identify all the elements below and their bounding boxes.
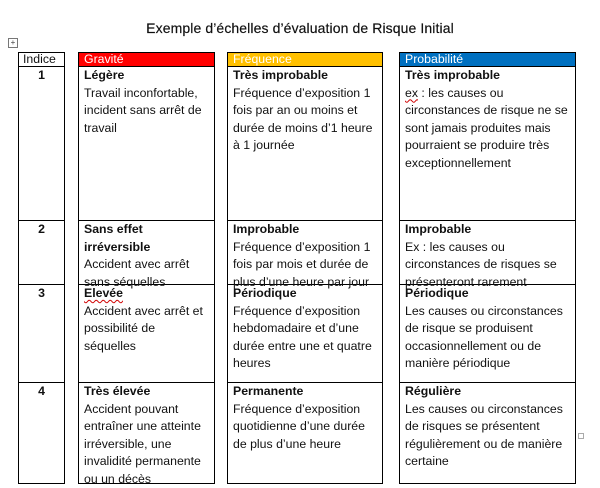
gravite-level-2: Sans effet irréversible: [84, 221, 210, 256]
gravite-desc-1: Travail inconfortable, incident sans arrêt de travail: [84, 85, 210, 138]
frequence-desc-2: Fréquence d’exposition 1 fois par mois et durée de plus d’une heure par jour: [233, 239, 378, 292]
frequence-cell-1: [227, 67, 383, 221]
gravite-level-4: Très élevée: [84, 383, 210, 401]
indice-cell-1: 1: [18, 67, 65, 221]
gravite-desc-4: Accident pouvant entraîner une atteinte irréversible, une invalidité permanente ou un décès: [84, 401, 210, 488]
column-frequence: [227, 52, 383, 436]
probabilite-cell-1: [399, 67, 576, 221]
column-indice: [18, 52, 65, 436]
column-gravite: [78, 52, 215, 436]
header-frequence: Fréquence: [227, 52, 383, 67]
probabilite-desc-3: Les causes ou circonstances de risque se produisent occasionnellement ou de manière périodique: [405, 303, 571, 373]
gravite-cell-2: [78, 221, 215, 285]
frequence-desc-1: Fréquence d’exposition 1 fois par an ou moins et durée de moins d’1 heure à 1 journée: [233, 85, 378, 155]
probabilite-desc-4: Les causes ou circonstances de risques se présentent régulièrement ou de manière certaine: [405, 401, 571, 471]
gravite-cell-3: [78, 285, 215, 383]
frequence-cell-4: [227, 383, 383, 484]
frequence-cell-3: [227, 285, 383, 383]
header-indice: Indice: [18, 52, 65, 67]
document-title: Exemple d’échelles d’évaluation de Risque Initial: [0, 20, 600, 36]
probabilite-level-3: Périodique: [405, 285, 571, 303]
indice-cell-4: 4: [18, 383, 65, 484]
frequence-level-1: Très improbable: [233, 67, 378, 85]
probabilite-level-4: Régulière: [405, 383, 571, 401]
frequence-level-2: Improbable: [233, 221, 378, 239]
indice-cell-3: 3: [18, 285, 65, 383]
gravite-cell-4: [78, 383, 215, 484]
frequence-desc-3: Fréquence d’exposition hebdomadaire et d’une durée entre une et quatre heures: [233, 303, 378, 373]
probabilite-desc-1: [405, 85, 571, 173]
frequence-level-4: Permanente: [233, 383, 378, 401]
column-probabilite: [399, 52, 576, 436]
gravite-cell-1: [78, 67, 215, 221]
header-probabilite: Probabilité: [399, 52, 576, 67]
probabilite-cell-4: [399, 383, 576, 484]
frequence-desc-4: Fréquence d’exposition quotidienne d’une durée de plus d’une heure: [233, 401, 378, 454]
probabilite-cell-3: [399, 285, 576, 383]
gravite-level-1: Légère: [84, 67, 210, 85]
probabilite-desc-1-prefix: ex: [405, 86, 418, 100]
gravite-level-3: Elevée: [84, 286, 123, 300]
frequence-cell-2: [227, 221, 383, 285]
gravite-desc-3: Accident avec arrêt et possibilité de séquelles: [84, 303, 210, 356]
probabilite-cell-2: [399, 221, 576, 285]
probabilite-desc-1-text: : les causes ou circonstances de risque ne se sont jamais produites mais pourraient se produire très exceptionnellement: [405, 86, 568, 170]
probabilite-level-1: Très improbable: [405, 67, 571, 85]
header-gravite: Gravité: [78, 52, 215, 67]
frequence-level-3: Périodique: [233, 285, 378, 303]
gravite-desc-2: Accident avec arrêt sans séquelles: [84, 256, 210, 291]
table-move-handle-icon[interactable]: +: [8, 38, 18, 48]
probabilite-level-2: Improbable: [405, 221, 571, 239]
indice-cell-2: 2: [18, 221, 65, 285]
probabilite-desc-2: Ex : les causes ou circonstances de risques se présenteront rarement: [405, 239, 571, 292]
cell-end-marker-icon: [578, 433, 584, 439]
